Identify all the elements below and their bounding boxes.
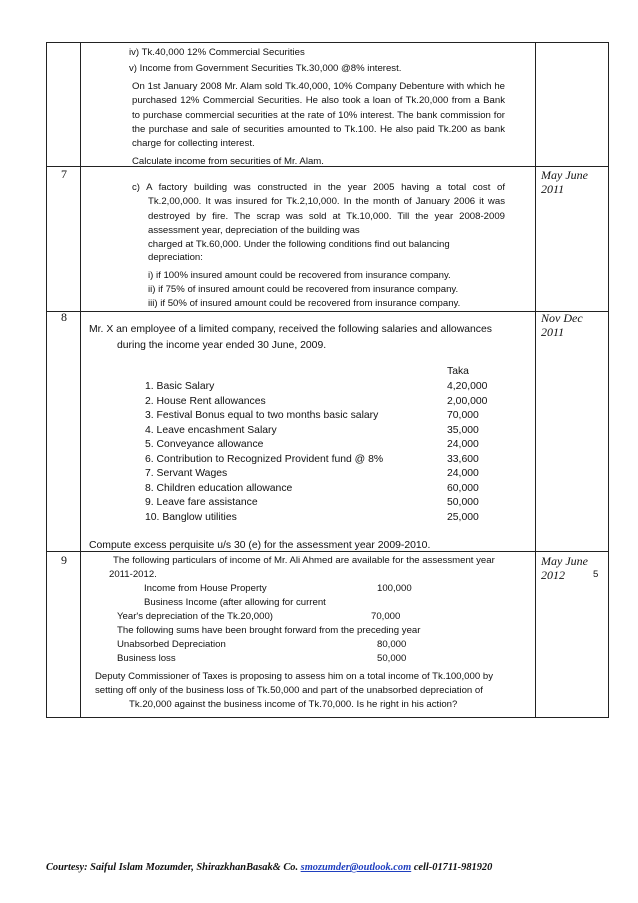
q6-paragraph: On 1st January 2008 Mr. Alam sold Tk.40,000, 10% Company Debenture with which he purchased 12% Commercial Securities. He also took a loan of Tk.20,000 from a Bank to purchase commercial securities at the rate of 10% interest. The bank commission for the purchase and sale of securities amounted to Tk.100. He also paid Tk.200 as bank charge for collecting interest. [132, 81, 505, 150]
q9-intro-line1: The following particulars of income of Mr. Ali Ahmed are available for the assessment year [113, 555, 495, 566]
question-number-7: 7 [61, 167, 67, 181]
list-item-label: 6. Contribution to Recognized Provident fund @ 8% [145, 454, 384, 465]
session-7: May June 2011 [541, 168, 588, 196]
list-item-amount: 70,000 [447, 410, 479, 421]
question-number-9: 9 [61, 553, 67, 567]
q7-paragraph: c) A factory building was constructed in the year 2005 having a total cost of Tk.2,00,000. It was insured for Tk.2,10,000. In the month of January 2006 it was destroyed by fire. The scrap was sold at Tk.10,000. Till the year 2008-2009 assessment year, depreciation of the building was [132, 182, 505, 236]
q9-loss-amount: 50,000 [377, 653, 407, 664]
q6-item-iv: iv) Tk.40,000 12% Commercial Securities [129, 47, 305, 58]
q8-taka-header: Taka [447, 366, 469, 377]
q9-loss-label: Business loss [117, 653, 176, 664]
list-item-label: 10. Banglow utilities [145, 512, 237, 523]
q6-item-v: v) Income from Government Securities Tk.30,000 @8% interest. [129, 63, 402, 74]
q9-question-line1: Deputy Commissioner of Taxes is proposing to assess him on a total income of Tk.100,000 by [95, 671, 493, 682]
list-item-label: 7. Servant Wages [145, 468, 228, 479]
q9-business-label2: Year's depreciation of the Tk.20,000) [117, 611, 273, 622]
q9-forward-note: The following sums have been brought forward from the preceding year [117, 625, 421, 636]
footer-email-link[interactable]: smozumder@outlook.com [300, 862, 412, 873]
column-divider-number [80, 43, 81, 717]
question-number-8: 8 [61, 310, 67, 324]
q9-house-label: Income from House Property [144, 583, 267, 594]
q9-unabsorbed-label: Unabsorbed Depreciation [117, 639, 226, 650]
session-9: May June 2012 [541, 554, 588, 582]
q7-line2: charged at Tk.60,000. Under the following conditions find out balancing [148, 239, 450, 250]
q9-business-amount: 70,000 [371, 611, 401, 622]
list-item-amount: 60,000 [447, 483, 479, 494]
q7-condition-i: i) if 100% insured amount could be recovered from insurance company. [148, 270, 451, 281]
list-item-amount: 33,600 [447, 454, 479, 465]
list-item-label: 3. Festival Bonus equal to two months basic salary [145, 410, 379, 421]
list-item-label: 4. Leave encashment Salary [145, 425, 277, 436]
list-item-amount: 50,000 [447, 497, 479, 508]
q9-question-line3: Tk.20,000 against the business income of Tk.70,000. Is he right in his action? [129, 699, 458, 710]
q7-condition-iii: iii) if 50% of insured amount could be recovered from insurance company. [148, 298, 461, 309]
q7-condition-ii: ii) if 75% of insured amount could be recovered from insurance company. [148, 284, 459, 295]
list-item-label: 1. Basic Salary [145, 381, 215, 392]
footer-phone: cell-01711-981920 [413, 862, 493, 873]
list-item-amount: 4,20,000 [447, 381, 488, 392]
list-item-label: 9. Leave fare assistance [145, 497, 258, 508]
q8-question: Compute excess perquisite u/s 30 (e) for the assessment year 2009-2010. [89, 540, 431, 551]
column-divider-session [535, 43, 536, 717]
list-item-label: 2. House Rent allowances [145, 396, 266, 407]
list-item-amount: 35,000 [447, 425, 479, 436]
session-8: Nov Dec 2011 [541, 311, 583, 339]
q9-house-amount: 100,000 [377, 583, 412, 594]
q7-line3: depreciation: [148, 252, 203, 263]
list-item-amount: 2,00,000 [447, 396, 488, 407]
list-item-amount: 24,000 [447, 439, 479, 450]
q8-intro-line1: Mr. X an employee of a limited company, received the following salaries and allowances [89, 324, 492, 335]
q9-business-label1: Business Income (after allowing for current [144, 597, 326, 608]
list-item-label: 5. Conveyance allowance [145, 439, 264, 450]
page-footer [46, 862, 492, 873]
q9-unabsorbed-amount: 80,000 [377, 639, 407, 650]
list-item-label: 8. Children education allowance [145, 483, 293, 494]
q9-question-line2: setting off only of the business loss of Tk.50,000 and part of the unabsorbed depreciation of [95, 685, 483, 696]
list-item-amount: 25,000 [447, 512, 479, 523]
q9-intro-line2: 2011-2012. [109, 569, 157, 580]
q6-calculate: Calculate income from securities of Mr. Alam. [132, 156, 324, 167]
list-item-amount: 24,000 [447, 468, 479, 479]
q8-intro-line2: during the income year ended 30 June, 2009. [117, 340, 327, 351]
footer-courtesy: Courtesy: Saiful Islam Mozumder, ShirazkhanBasak& Co. [46, 862, 299, 873]
page-number: 5 [593, 569, 599, 580]
question-table [46, 42, 609, 718]
